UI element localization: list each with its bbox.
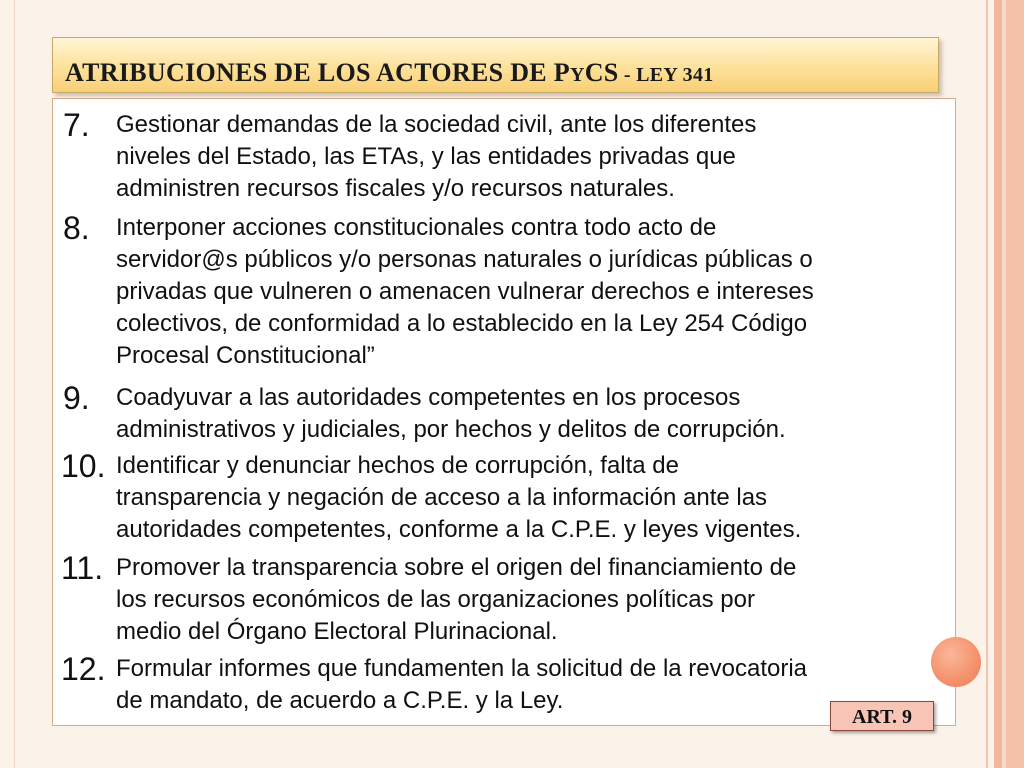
item-text xyxy=(116,552,945,648)
article-badge: ART. 9 xyxy=(830,701,934,731)
right-decor-stripes xyxy=(980,0,1024,768)
item-text xyxy=(116,212,945,372)
item-line: Formular informes que fundamenten la solicitud de la revocatoria xyxy=(116,655,808,682)
item-line: administren recursos fiscales y/o recursos naturales. xyxy=(116,175,675,202)
item-line: Identificar y denunciar hechos de corrupción, falta de xyxy=(116,452,680,479)
item-number: 8. xyxy=(63,210,90,246)
title-main: ATRIBUCIONES DE LOS ACTORES DE P xyxy=(65,58,570,87)
title-banner xyxy=(52,37,939,93)
item-text xyxy=(116,109,945,205)
content-box xyxy=(52,98,956,726)
item-line: privadas que vulneren o amenacen vulnerar derechos e intereses xyxy=(116,278,814,305)
left-decor-line xyxy=(14,0,15,768)
item-number: 10. xyxy=(61,448,106,484)
item-line: Promover la transparencia sobre el origen del financiamiento de xyxy=(116,554,797,581)
title-small-1: Y xyxy=(569,64,585,86)
item-number: 9. xyxy=(63,380,90,416)
item-line: medio del Órgano Electoral Plurinacional. xyxy=(116,618,558,645)
item-line: colectivos, de conformidad a lo establecido en la Ley 254 Código xyxy=(116,310,808,337)
slide-title xyxy=(65,58,714,88)
item-line: administrativos y judiciales, por hechos y delitos de corrupción. xyxy=(116,416,786,443)
item-line: los recursos económicos de las organizaciones políticas por xyxy=(116,586,755,613)
item-text xyxy=(116,382,945,446)
item-line: servidor@s públicos y/o personas naturales o jurídicas públicas o xyxy=(116,246,813,273)
item-line: Procesal Constitucional” xyxy=(116,342,375,369)
item-line: Coadyuvar a las autoridades competentes en los procesos xyxy=(116,384,741,411)
item-text xyxy=(116,653,945,717)
item-line: de mandato, de acuerdo a C.P.E. y la Ley. xyxy=(116,687,564,714)
title-small-2: - LEY 341 xyxy=(618,64,714,86)
decor-circle xyxy=(931,637,981,687)
title-mid: CS xyxy=(584,58,619,87)
item-number: 7. xyxy=(63,107,90,143)
item-line: autoridades competentes, conforme a la C.P.E. y leyes vigentes. xyxy=(116,516,802,543)
item-number: 12. xyxy=(61,651,106,687)
item-line: niveles del Estado, las ETAs, y las entidades privadas que xyxy=(116,143,736,170)
item-text xyxy=(116,450,945,546)
item-number: 11. xyxy=(61,550,104,586)
item-line: Gestionar demandas de la sociedad civil, ante los diferentes xyxy=(116,111,757,138)
item-line: Interponer acciones constitucionales contra todo acto de xyxy=(116,214,717,241)
item-line: transparencia y negación de acceso a la información ante las xyxy=(116,484,768,511)
